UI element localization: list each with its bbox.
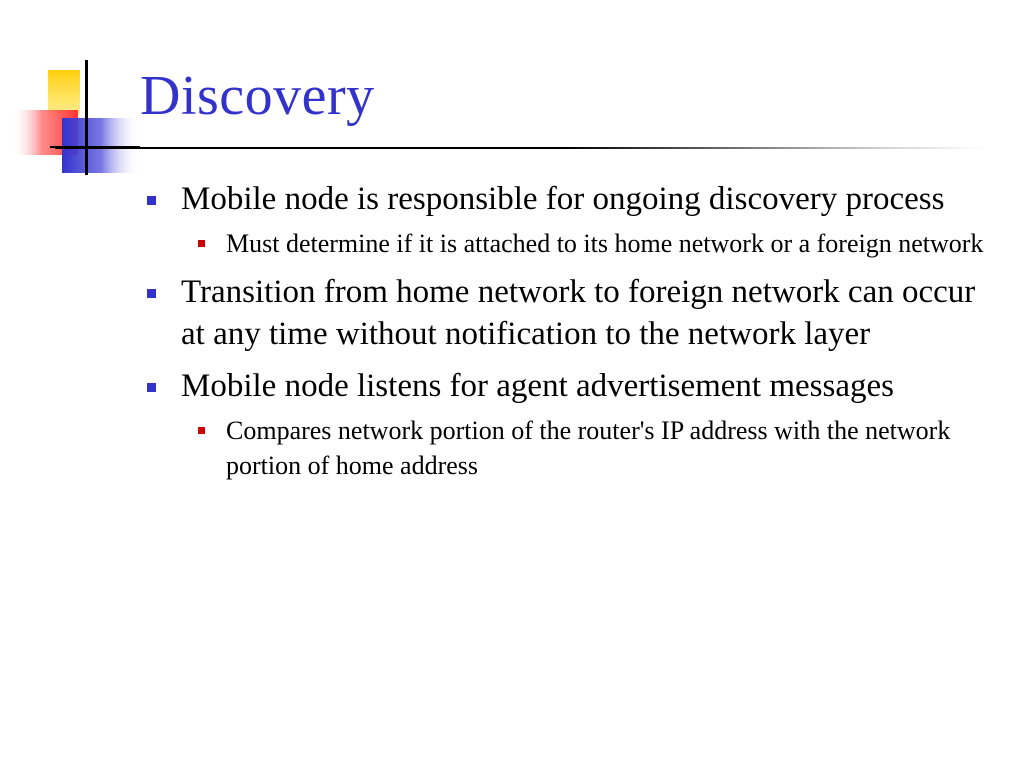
sub-bullet-square-icon — [198, 427, 205, 434]
slide-title: Discovery — [140, 65, 375, 127]
sub-bullet-item — [181, 413, 1000, 483]
bullet-square-icon — [147, 383, 156, 392]
bullet-square-icon — [147, 289, 156, 298]
sub-bullet-text: Must determine if it is attached to its home network or a foreign network — [226, 229, 984, 258]
bullet-item — [140, 271, 1000, 355]
logo-vertical-line — [85, 60, 88, 175]
sub-bullet-square-icon — [198, 240, 205, 247]
sub-bullet-list — [181, 413, 1000, 483]
sub-bullet-list — [181, 226, 1000, 261]
bullet-item — [140, 178, 1000, 261]
title-divider — [55, 147, 985, 149]
sub-bullet-text: Compares network portion of the router's IP address with the network portion of home address — [226, 416, 951, 480]
bullet-square-icon — [147, 196, 156, 205]
bullet-item — [140, 365, 1000, 483]
sub-bullet-item — [181, 226, 1000, 261]
decorative-logo — [0, 0, 140, 180]
bullet-text: Transition from home network to foreign network can occur at any time without notification to the network layer — [181, 274, 976, 352]
logo-blue-bar — [62, 118, 140, 173]
bullet-text: Mobile node listens for agent advertisement messages — [181, 368, 894, 404]
bullet-list — [140, 178, 1000, 493]
bullet-text: Mobile node is responsible for ongoing discovery process — [181, 181, 945, 217]
